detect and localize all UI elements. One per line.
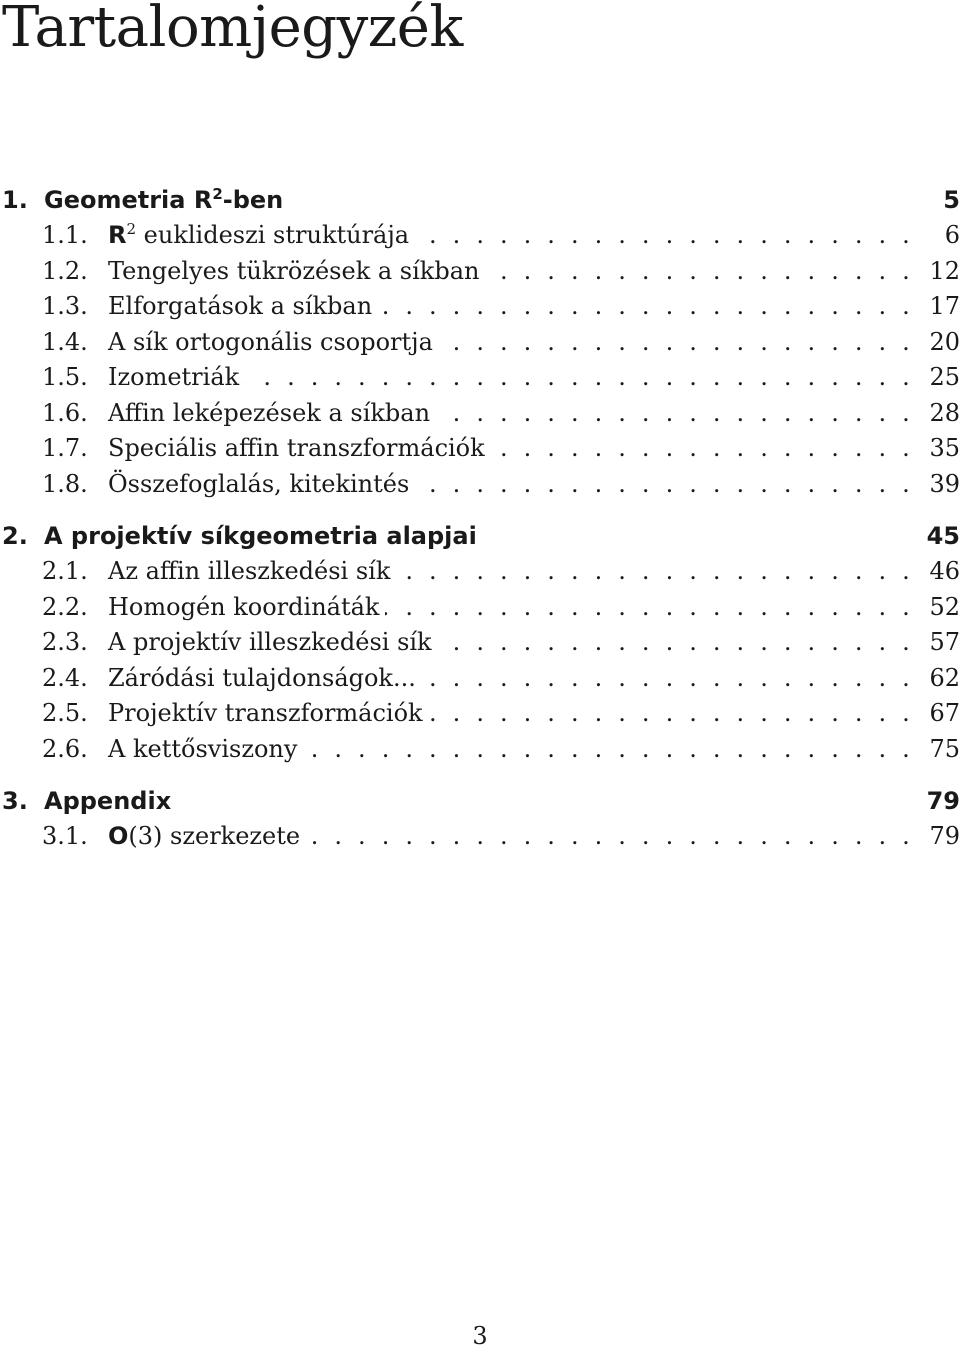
chapter-title: Appendix: [44, 787, 172, 815]
toc-chapter-1[interactable]: [0, 183, 960, 218]
table-of-contents: [0, 183, 960, 855]
toc-entry[interactable]: [0, 254, 960, 290]
dot-leader: [303, 732, 914, 768]
toc-entry[interactable]: [0, 590, 960, 626]
dot-leader: [385, 590, 914, 626]
entry-title: Záródási tulajdonságok...: [108, 663, 416, 692]
entry-title: O(3) szerkezete: [108, 822, 301, 850]
toc-entry[interactable]: [0, 431, 960, 467]
dot-leader: [439, 325, 914, 361]
entry-title: Összefoglalás, kitekintés: [108, 469, 410, 498]
entry-page: 6: [944, 221, 960, 249]
dot-leader: [422, 661, 914, 697]
entry-title: Az affin illeszkedési sík: [108, 557, 391, 585]
entry-page: 57: [929, 628, 960, 656]
entry-number: 2.5.: [42, 699, 88, 727]
toc-entry[interactable]: [0, 625, 960, 661]
entry-number: 1.6.: [42, 398, 88, 427]
entry-number: 2.3.: [42, 628, 88, 656]
toc-entry[interactable]: [0, 554, 960, 590]
toc-entry[interactable]: [0, 396, 960, 432]
entry-page: 12: [929, 256, 960, 285]
entry-number: 1.8.: [42, 469, 88, 498]
entry-title: A projektív illeszkedési sík: [108, 628, 432, 656]
entry-number: 3.1.: [42, 822, 88, 850]
entry-number: 2.1.: [42, 557, 88, 585]
chapter-number: 2.: [2, 522, 28, 550]
entry-number: 1.3.: [42, 292, 88, 320]
entry-number: 1.1.: [42, 221, 88, 249]
entry-title: Elforgatások a síkban: [108, 292, 373, 320]
page-title: Tartalomjegyzék: [2, 0, 463, 60]
toc-entry[interactable]: [0, 289, 960, 325]
chapter-number: 1.: [2, 186, 28, 214]
toc-entry[interactable]: [0, 218, 960, 254]
entry-number: 1.4.: [42, 327, 88, 356]
dot-leader: [378, 289, 914, 325]
entry-page: 62: [929, 663, 960, 692]
entry-number: 1.7.: [42, 434, 88, 462]
chapter-page: 5: [943, 186, 960, 214]
entry-page: 52: [929, 592, 960, 621]
toc-entry[interactable]: [0, 467, 960, 503]
dot-leader: [438, 625, 914, 661]
entry-title: Speciális affin transzformációk: [108, 434, 485, 462]
dot-leader: [415, 218, 914, 254]
toc-entry[interactable]: [0, 819, 960, 855]
toc-entry[interactable]: [0, 325, 960, 361]
entry-page: 39: [929, 469, 960, 498]
entry-title: Tengelyes tükrözések a síkban: [108, 256, 480, 285]
entry-page: 28: [929, 398, 960, 427]
toc-chapter-3[interactable]: [0, 784, 960, 819]
dot-leader: [306, 819, 914, 855]
entry-title: Projektív transzformációk: [108, 699, 423, 727]
entry-page: 67: [929, 699, 960, 727]
dot-leader: [396, 554, 914, 590]
chapter-title: A projektív síkgeometria alapjai: [44, 522, 477, 550]
page-number: 3: [472, 1322, 488, 1350]
toc-entry[interactable]: [0, 732, 960, 768]
entry-page: 75: [929, 734, 960, 763]
toc-entry[interactable]: [0, 360, 960, 396]
entry-number: 2.6.: [42, 734, 88, 763]
toc-chapter-2[interactable]: [0, 519, 960, 554]
entry-title: Izometriák: [108, 363, 240, 391]
entry-page: 35: [929, 434, 960, 462]
entry-title: A kettősviszony: [108, 734, 298, 763]
dot-leader: [429, 696, 914, 732]
dot-leader: [415, 467, 914, 503]
entry-number: 1.2.: [42, 256, 88, 285]
dot-leader: [436, 396, 914, 432]
entry-page: 25: [929, 363, 960, 391]
entry-page: 17: [929, 292, 960, 320]
chapter-page: 45: [926, 522, 960, 550]
chapter-title: Geometria $R^2$-ben: [44, 185, 284, 214]
entry-title: A sík ortogonális csoportja: [108, 327, 433, 356]
entry-number: 2.2.: [42, 592, 88, 621]
entry-page: 79: [929, 822, 960, 850]
entry-title: Affin leképezések a síkban: [108, 398, 431, 427]
toc-entry[interactable]: [0, 696, 960, 732]
entry-number: 2.4.: [42, 663, 88, 692]
entry-page: 46: [929, 557, 960, 585]
entry-page: 20: [929, 327, 960, 356]
dot-leader: [245, 360, 914, 396]
chapter-page: 79: [926, 787, 960, 815]
dot-leader: [491, 431, 914, 467]
dot-leader: [485, 254, 914, 290]
entry-number: 1.5.: [42, 363, 88, 391]
entry-title: Homogén koordináták: [108, 592, 380, 621]
chapter-number: 3.: [2, 787, 28, 815]
entry-title: $R^2$ euklideszi struktúrája: [108, 220, 410, 249]
toc-entry[interactable]: [0, 661, 960, 697]
